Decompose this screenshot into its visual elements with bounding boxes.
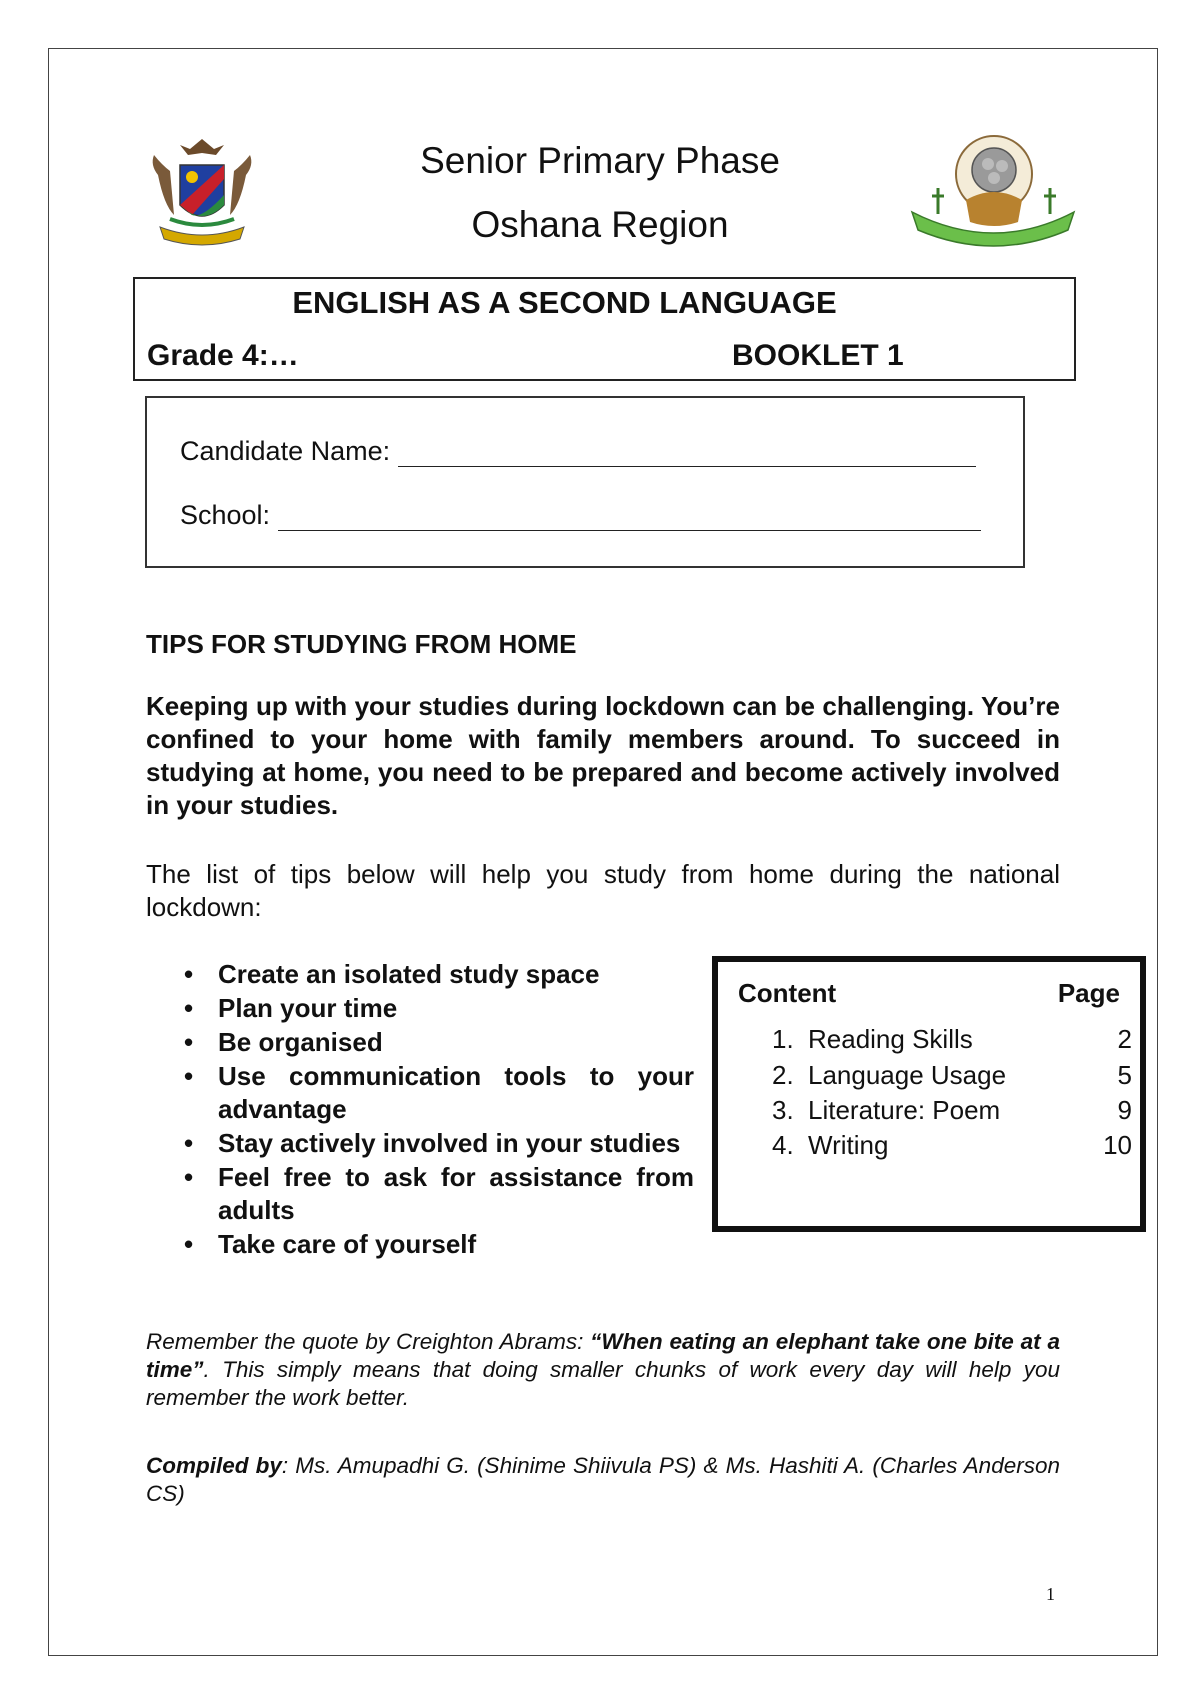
- contents-box: Content Page 1. Reading Skills 2 2. Language Usage 5 3. Literature: Poem 9 4. Writing 10: [712, 956, 1146, 1232]
- page-heading: Page: [1057, 978, 1120, 1008]
- lead-paragraph: The list of tips below will help you study from home during the national lockdown:: [146, 859, 1060, 922]
- regional-council-emblem: [908, 130, 1078, 250]
- elephant-quote: Remember the quote by Creighton Abrams: “When eating an elephant take one bite at a time”. This simply means that doing smaller chunks of work every day will help you remember the work better.: [146, 1329, 1060, 1410]
- school-field[interactable]: [278, 504, 981, 531]
- compiled-by-names: Ms. Amupadhi G. (Shinime Shiivula PS) & Ms. Hashiti A. (Charles Anderson CS): [146, 1453, 1060, 1506]
- candidate-name-row: [180, 436, 976, 467]
- list-item: • Take care of yourself: [184, 1229, 477, 1259]
- phase-heading: Senior Primary Phase: [420, 140, 780, 181]
- school-row: [180, 500, 981, 531]
- tips-heading: TIPS FOR STUDYING FROM HOME: [146, 629, 577, 659]
- subject-title: ENGLISH AS A SECOND LANGUAGE: [292, 285, 837, 320]
- subject-title-box: [133, 277, 1076, 381]
- school-label: School:: [180, 500, 271, 530]
- page-number: 1: [1046, 1584, 1055, 1604]
- tips-list: [146, 958, 694, 1262]
- list-item: • Be organised: [184, 1027, 383, 1057]
- list-item: • Create an isolated study space: [184, 959, 600, 989]
- booklet-label: BOOKLET 1: [732, 339, 904, 372]
- region-heading: Oshana Region: [471, 204, 729, 245]
- list-item: • Use communication tools to your advantage: [184, 1061, 694, 1124]
- candidate-name-label: Candidate Name:: [180, 436, 391, 466]
- eagle-icon: [180, 139, 224, 155]
- contents-heading: Content: [738, 978, 837, 1008]
- candidate-name-field[interactable]: [398, 440, 976, 467]
- candidate-details-box: [145, 396, 1025, 568]
- quote-text: “When eating an elephant take one bite at a time”: [146, 1329, 1060, 1382]
- list-item: • Feel free to ask for assistance from adults: [184, 1162, 694, 1225]
- intro-paragraph: [146, 690, 1060, 822]
- list-item: • Stay actively involved in your studies: [184, 1128, 681, 1158]
- coat-of-arms-logo: [140, 135, 264, 253]
- compiled-by-label: Compiled by: [146, 1453, 282, 1478]
- compiled-by: Compiled by: Ms. Amupadhi G. (Shinime Shiivula PS) & Ms. Hashiti A. (Charles Anderson CS): [146, 1453, 1060, 1506]
- grade-label: Grade 4:…: [147, 339, 299, 372]
- intro-text: Keeping up with your studies during lockdown can be challenging. You’re confined to your home with family members around. To succeed in studying at home, you need to be prepared and become actively involved in your studies.: [146, 691, 1060, 820]
- list-item: • Plan your time: [184, 993, 398, 1023]
